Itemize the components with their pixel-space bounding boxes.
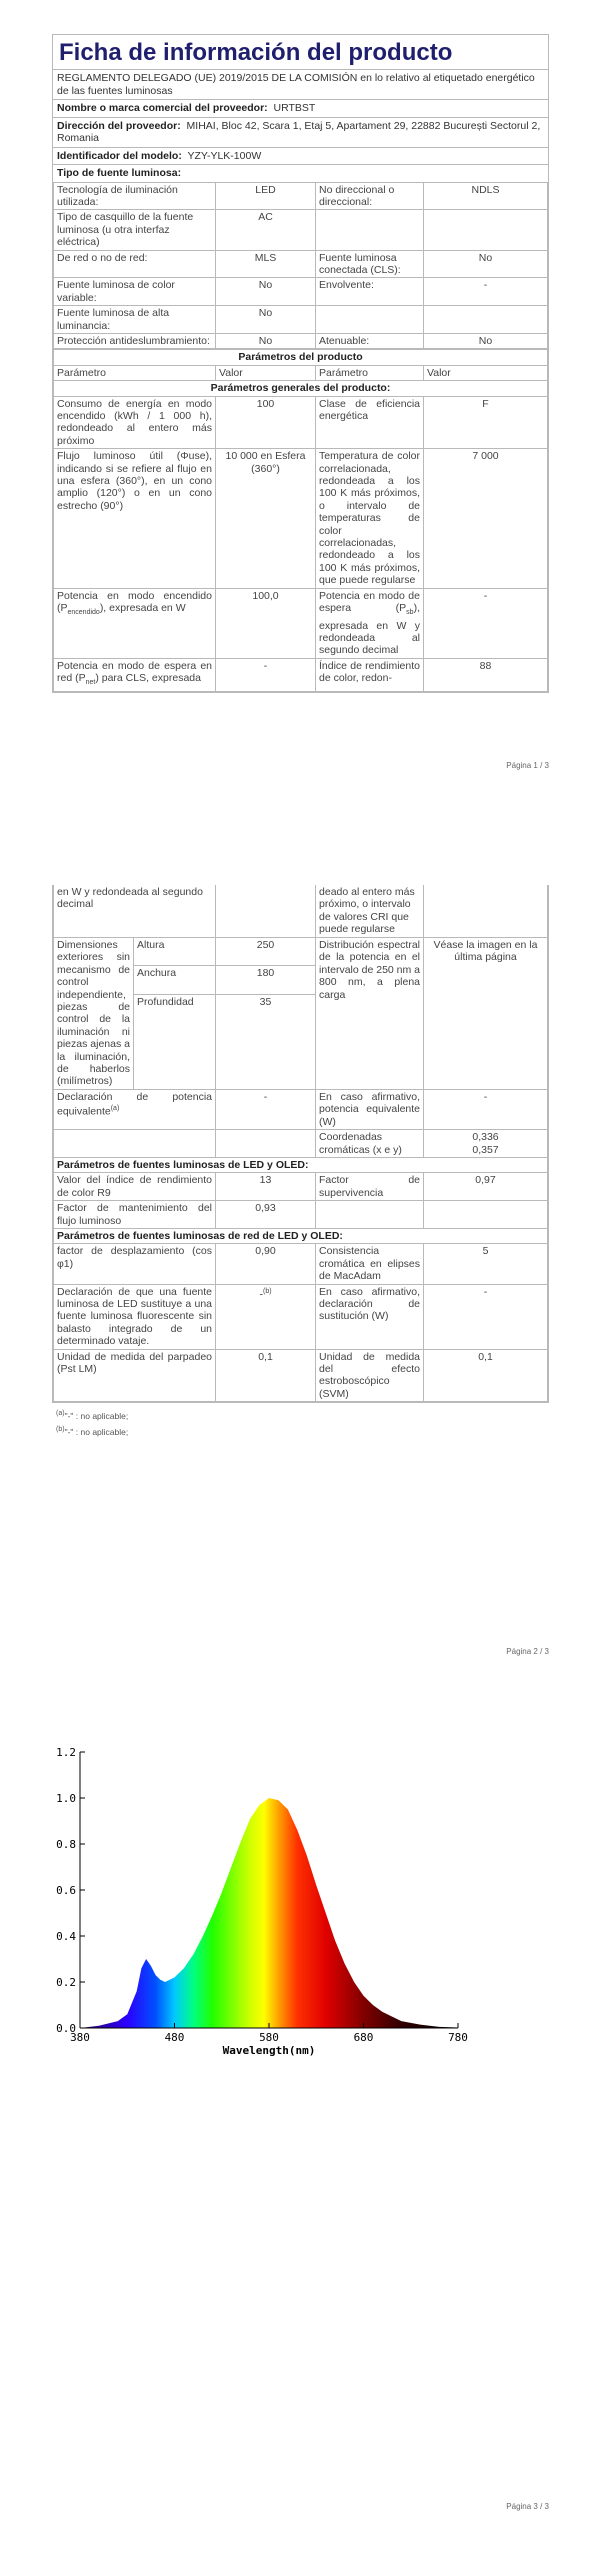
param-label: Índice de rendimiento de color, redon-: [316, 658, 424, 691]
col-value: Valor: [216, 365, 316, 380]
param-label: Unidad de medida del parpadeo (Pst LM): [54, 1349, 216, 1402]
param-value: -: [424, 1284, 548, 1349]
param-row: [54, 1244, 548, 1284]
param-label: [316, 306, 424, 334]
params-table-continued: [53, 885, 548, 1402]
product-info-frame-continued: [52, 885, 549, 1403]
col-param: Parámetro: [54, 365, 216, 380]
x-tick-label: 780: [448, 2031, 468, 2044]
mains-params-header: Parámetros de fuentes luminosas de red de LED y OLED:: [54, 1228, 548, 1243]
regulation-text: REGLAMENTO DELEGADO (UE) 2019/2015 DE LA COMISIÓN en lo relativo al etiquetado energético de las fuentes luminosas: [53, 70, 548, 100]
x-tick-label: 680: [353, 2031, 374, 2044]
page-title: Ficha de información del producto: [53, 35, 548, 70]
param-row: [54, 1284, 548, 1349]
param-label: Potencia en modo de espera en red $(P_{net})$ para CLS, expresada: [54, 658, 216, 691]
type-row: [54, 250, 548, 278]
x-axis-label: Wavelength(nm): [222, 2044, 316, 2057]
param-label: Clase de eficiencia energética: [316, 396, 424, 449]
params-header: Parámetros del producto: [54, 350, 548, 365]
param-label: Protección antideslumbramiento:: [54, 333, 216, 348]
param-value: No: [216, 333, 316, 348]
param-value: LED: [216, 182, 316, 210]
param-row: [54, 658, 548, 691]
param-value: No: [424, 333, 548, 348]
param-label: En caso afirmativo, declaración de sustitución (W): [316, 1284, 424, 1349]
supplier-name-label: Nombre o marca comercial del proveedor:: [57, 102, 268, 114]
param-label: [316, 210, 424, 250]
footnotes: [56, 1407, 128, 1439]
model-id: YZY-YLK-100W: [187, 149, 262, 162]
page-number: Página 3 / 3: [506, 2502, 549, 2511]
y-tick-label: 0.8: [56, 1838, 76, 1851]
supplier-address-row: [53, 118, 548, 148]
y-tick-label: 0.4: [56, 1930, 76, 1943]
param-label: Potencia en modo de espera $(P_{sb})$, expresada en W y redondeada al segundo decimal: [316, 588, 424, 658]
param-value: 0,90: [216, 1244, 316, 1284]
led-params-header: Parámetros de fuentes luminosas de LED y OLED:: [54, 1157, 548, 1172]
param-label: factor de desplazamiento (cos φ1): [54, 1244, 216, 1284]
type-row: [54, 333, 548, 348]
dimension-name: Anchura: [134, 966, 216, 994]
param-label: Temperatura de color correlacionada, redondeada a los 100 K más próximos, o intervalo de temperaturas de color correlacionadas, redondeado a los 100 K más próximos, que puede regularse: [316, 449, 424, 588]
footnote: $^{(a)}$"-" : no aplicable;: [56, 1410, 129, 1421]
param-label: Factor de supervivencia: [316, 1173, 424, 1201]
param-value: NDLS: [424, 182, 548, 210]
page-3: [0, 1690, 603, 2560]
param-label: Valor del índice de rendimiento de color R9: [54, 1173, 216, 1201]
param-label: Fuente luminosa de color variable:: [54, 278, 216, 306]
param-label: Consistencia cromática en elipses de MacAdam: [316, 1244, 424, 1284]
y-tick-label: 0.0: [56, 2022, 76, 2035]
page-2: [0, 885, 603, 1685]
param-label: Coordenadas cromáticas (x e y): [316, 1130, 424, 1158]
param-value: 0,1: [216, 1349, 316, 1402]
param-value: 13: [216, 1173, 316, 1201]
supplier-address-label: Dirección del proveedor:: [57, 119, 181, 132]
param-label: deado al entero más próximo, o intervalo de valores CRI que puede regularse: [316, 885, 424, 938]
model-row: [53, 148, 548, 166]
param-label: Declaración de que una fuente luminosa de LED sustituye a una fuente luminosa fluorescente sin balasto integrado de un determinado vataje.: [54, 1284, 216, 1349]
product-info-frame: [52, 34, 549, 693]
param-row: [54, 1349, 548, 1402]
page-number: Página 2 / 3: [506, 1647, 549, 1656]
y-tick-label: 1.0: [56, 1792, 76, 1805]
supplier-name-row: [53, 100, 548, 118]
y-tick-label: 0.6: [56, 1884, 76, 1897]
param-label: En caso afirmativo, potencia equivalente (W): [316, 1089, 424, 1129]
page-1: [0, 0, 603, 830]
param-label: Potencia en modo encendido $(P_{encendido})$, expresada en W: [54, 588, 216, 658]
param-label: Atenuable:: [316, 333, 424, 348]
general-params-header: Parámetros generales del producto:: [54, 381, 548, 396]
param-label: No direccional o direccional:: [316, 182, 424, 210]
param-label: Factor de mantenimiento del flujo luminoso: [54, 1201, 216, 1229]
param-label: Unidad de medida del efecto estroboscópico (SVM): [316, 1349, 424, 1402]
param-value: 0,93: [216, 1201, 316, 1229]
type-row: [54, 210, 548, 250]
param-value: 0,336 0,357: [424, 1130, 548, 1158]
param-value: [424, 306, 548, 334]
param-label: Flujo luminoso útil (Φuse), indicando si se refiere al flujo en una esfera (360°), en un cono amplio (120°) o en un cono estrecho (90°): [54, 449, 216, 588]
param-value: -$^{(b)}$: [216, 1284, 316, 1349]
page-number: Página 1 / 3: [506, 761, 549, 770]
param-value: 100,0: [216, 588, 316, 658]
param-label: Consumo de energía en modo encendido (kWh / 1 000 h), redondeado al entero más próximo: [54, 396, 216, 449]
param-label: Declaración de potencia equivalente$^{(a)}$: [54, 1089, 216, 1129]
param-row: [54, 1130, 548, 1158]
type-row: [54, 182, 548, 210]
spectrum-area: [80, 1798, 458, 2028]
footnote: $^{(b)}$"-" : no aplicable;: [56, 1425, 129, 1437]
spectral-power-chart: [0, 1730, 603, 2090]
col-param: Parámetro: [316, 365, 424, 380]
param-row: [54, 449, 548, 588]
x-tick-label: 580: [259, 2031, 279, 2044]
y-tick-label: 0.2: [56, 1976, 76, 1989]
param-value: 5: [424, 1244, 548, 1284]
product-params-table: [53, 349, 548, 691]
param-label: Envolvente:: [316, 278, 424, 306]
param-label: Fuente luminosa de alta luminancia:: [54, 306, 216, 334]
param-value: 0,97: [424, 1173, 548, 1201]
param-value: 7 000: [424, 449, 548, 588]
dimensions-label: Dimensiones exteriores sin mecanismo de control independiente, piezas de control de la iluminación ni piezas ajenas a la iluminación, de haberlos (milímetros): [54, 938, 134, 1090]
param-label: [54, 1130, 216, 1158]
param-value: -: [216, 658, 316, 691]
param-value: No: [424, 250, 548, 278]
dimension-row: [54, 938, 548, 966]
param-label: [316, 1201, 424, 1229]
type-row: [54, 278, 548, 306]
param-row: [54, 1173, 548, 1201]
param-value: F: [424, 396, 548, 449]
param-value: [424, 1201, 548, 1229]
param-label: Fuente luminosa conectada (CLS):: [316, 250, 424, 278]
x-tick-label: 380: [70, 2031, 90, 2044]
param-row: [54, 1201, 548, 1229]
param-value: No: [216, 278, 316, 306]
param-value: 0,1: [424, 1349, 548, 1402]
param-value: No: [216, 306, 316, 334]
param-value: [424, 210, 548, 250]
param-value: 10 000 en Esfera (360°): [216, 449, 316, 588]
col-value: Valor: [424, 365, 548, 380]
param-row: [54, 396, 548, 449]
param-row: [54, 1089, 548, 1129]
param-label: De red o no de red:: [54, 250, 216, 278]
spectral-value: Véase la imagen en la última página: [424, 938, 548, 1090]
param-value: -: [424, 1089, 548, 1129]
param-value: [216, 1130, 316, 1158]
dimension-value: 35: [216, 994, 316, 1089]
param-value: 88: [424, 658, 548, 691]
param-row: [54, 588, 548, 658]
dimension-name: Altura: [134, 938, 216, 966]
param-value: AC: [216, 210, 316, 250]
param-value: MLS: [216, 250, 316, 278]
dimension-name: Profundidad: [134, 994, 216, 1089]
param-label: en W y redondeada al segundo decimal: [54, 885, 216, 938]
dimension-value: 250: [216, 938, 316, 966]
param-label: Tecnología de iluminación utilizada:: [54, 182, 216, 210]
x-tick-label: 480: [164, 2031, 185, 2044]
supplier-address: MIHAI, Bloc 42, Scara 1, Etaj 5, Apartament 29, 22882 București Sectorul 2, Romania: [57, 119, 541, 144]
model-label: Identificador del modelo:: [57, 149, 182, 162]
param-label: Tipo de casquillo de la fuente luminosa (u otra interfaz eléctrica): [54, 210, 216, 250]
supplier-name: URTBST: [273, 102, 316, 114]
light-source-type-table: [53, 182, 548, 350]
type-label: Tipo de fuente luminosa:: [57, 167, 182, 179]
param-value: -: [216, 1089, 316, 1129]
y-tick-label: 1.2: [56, 1746, 76, 1759]
spectral-label: Distribución espectral de la potencia en el intervalo de 250 nm a 800 nm, a plena carga: [316, 938, 424, 1090]
param-value: 100: [216, 396, 316, 449]
type-label-row: [53, 165, 548, 182]
type-row: [54, 306, 548, 334]
param-value: -: [424, 588, 548, 658]
dimension-value: 180: [216, 966, 316, 994]
param-value: -: [424, 278, 548, 306]
